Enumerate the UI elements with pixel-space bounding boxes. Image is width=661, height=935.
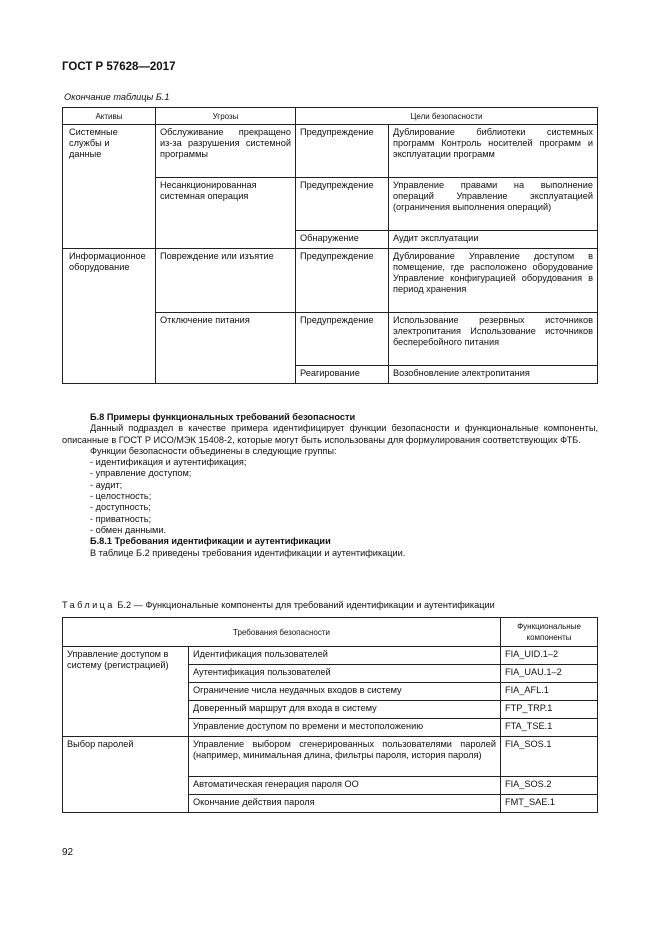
goal-type-cell: Обнаружение xyxy=(296,231,389,249)
list-item: - управление доступом; xyxy=(90,468,192,479)
list-item: - аудит; xyxy=(90,479,123,490)
table-row xyxy=(63,737,598,777)
goal-desc-cell: Дублирование библиотеки системных программ Контроль носителей программ и эксплуатации программ xyxy=(389,125,598,178)
group-cell: Управление доступом в систему (регистрацией) xyxy=(63,647,189,737)
section-b8 xyxy=(62,412,598,559)
list-item: - целостность; xyxy=(90,491,152,502)
col-goals: Цели безопасности xyxy=(296,108,598,125)
group-list xyxy=(62,457,598,536)
threat-cell: Обслуживание прекращено из-за разрушения системной программы xyxy=(156,125,296,178)
component-cell: FTP_TRP.1 xyxy=(501,701,598,719)
col-requirements: Требования безопасности xyxy=(63,618,501,647)
col-threats: Угрозы xyxy=(156,108,296,125)
component-cell: FIA_UID.1–2 xyxy=(501,647,598,665)
component-cell: FMT_SAE.1 xyxy=(501,795,598,813)
component-cell: FTA_TSE.1 xyxy=(501,719,598,737)
goal-type-cell: Реагирование xyxy=(296,366,389,384)
goal-type-cell: Предупреждение xyxy=(296,313,389,366)
asset-text: Информационное оборудование xyxy=(69,251,146,272)
col-assets: Активы xyxy=(63,108,156,125)
list-item: - доступность; xyxy=(90,502,151,513)
table-header-row xyxy=(63,618,598,647)
component-cell: FIA_SOS.2 xyxy=(501,777,598,795)
requirement-cell: Идентификация пользователей xyxy=(189,647,501,665)
table2-caption-word: Таблица xyxy=(62,600,115,610)
goal-desc-cell: Использование резервных источников электропитания Использование источников бесперебойного питания xyxy=(389,313,598,366)
requirement-cell: Окончание действия пароля xyxy=(189,795,501,813)
list-item: - обмен данными. xyxy=(90,524,167,535)
asset-text: Системные службы и данные xyxy=(69,127,118,159)
subsection-heading: Б.8.1 Требования идентификации и аутентификации xyxy=(90,536,331,547)
requirement-cell: Аутентификация пользователей xyxy=(189,665,501,683)
table-row xyxy=(63,647,598,665)
table-row xyxy=(63,125,598,178)
goal-desc-cell: Дублирование Управление доступом в помещение, где расположено оборудование Управление конфигурацией оборудования в период хранения xyxy=(389,249,598,313)
requirement-cell: Автоматическая генерация пароля ОО xyxy=(189,777,501,795)
page-number: 92 xyxy=(62,847,74,858)
list-item: - идентификация и аутентификация; xyxy=(90,457,247,468)
table-header-row xyxy=(63,108,598,125)
requirement-cell: Ограничение числа неудачных входов в систему xyxy=(189,683,501,701)
requirement-cell: Управление доступом по времени и местоположению xyxy=(189,719,501,737)
asset-cell xyxy=(63,125,156,249)
threat-cell: Отключение питания xyxy=(156,313,296,384)
goal-desc-cell: Аудит эксплуатации xyxy=(389,231,598,249)
table1-caption: Окончание таблицы Б.1 xyxy=(64,92,170,102)
document-header: ГОСТ Р 57628—2017 xyxy=(62,61,176,73)
table2-caption-text: Б.2 — Функциональные компоненты для требований идентификации и аутентификации xyxy=(117,600,495,610)
table2-caption xyxy=(62,600,495,610)
group-cell: Выбор паролей xyxy=(63,737,189,813)
goal-type-cell: Предупреждение xyxy=(296,249,389,313)
section-heading: Б.8 Примеры функциональных требований безопасности xyxy=(90,412,356,422)
threat-cell: Несанкционированная системная операция xyxy=(156,178,296,249)
asset-cell xyxy=(63,249,156,384)
paragraph: Функции безопасности объединены в следующие группы: xyxy=(90,445,337,456)
goal-desc-cell: Возобновление электропитания xyxy=(389,366,598,384)
component-cell: FIA_UAU.1–2 xyxy=(501,665,598,683)
list-item: - приватность; xyxy=(90,513,152,524)
requirement-cell: Управление выбором сгенерированных пользователями паролей (например, минимальная длина, фильтры пароля, история пароля) xyxy=(189,737,501,777)
table-b2 xyxy=(62,617,598,813)
table-b1-end xyxy=(62,107,598,384)
goal-desc-cell: Управление правами на выполнение операций Управление эксплуатацией (ограничения выполнения операций) xyxy=(389,178,598,231)
col-components: Функциональные компоненты xyxy=(501,618,598,647)
goal-type-cell: Предупреждение xyxy=(296,125,389,178)
requirement-cell: Доверенный маршрут для входа в систему xyxy=(189,701,501,719)
table-row xyxy=(63,249,598,313)
paragraph: Данный подраздел в качестве примера идентифицирует функции безопасности и функциональные компоненты, описанные в ГОСТ Р ИСО/МЭК 15408-2, которые могут быть использованы для формулирования соответствующих ФТБ. xyxy=(62,423,598,445)
component-cell: FIA_AFL.1 xyxy=(501,683,598,701)
component-cell: FIA_SOS.1 xyxy=(501,737,598,777)
threat-cell: Повреждение или изъятие xyxy=(156,249,296,313)
paragraph: В таблице Б.2 приведены требования идентификации и аутентификации. xyxy=(90,547,406,558)
goal-type-cell: Предупреждение xyxy=(296,178,389,231)
